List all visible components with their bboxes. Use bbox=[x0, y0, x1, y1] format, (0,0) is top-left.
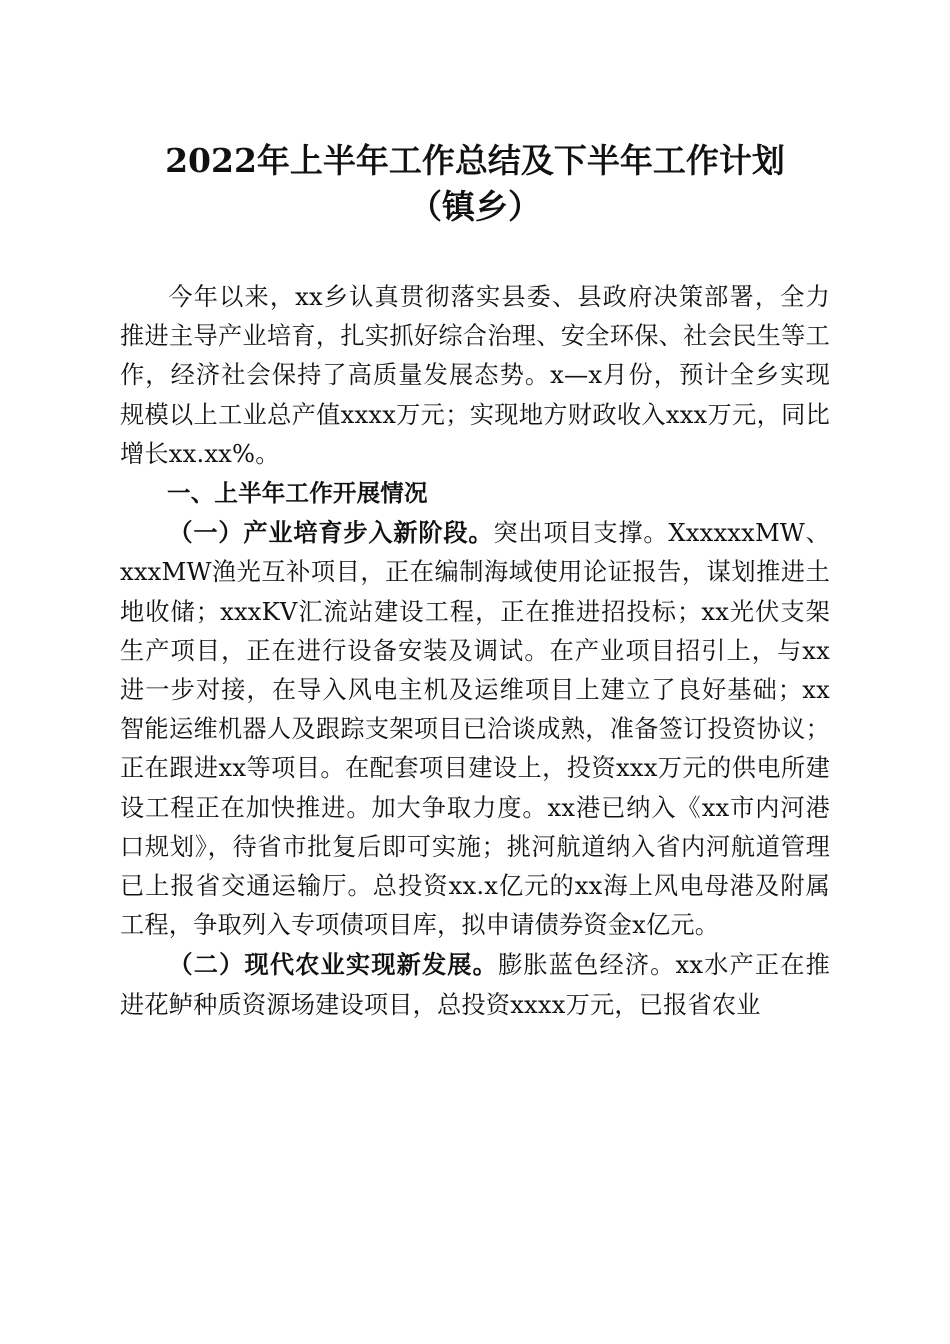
subsection-lead-2: （二）现代农业实现新发展。 bbox=[168, 950, 499, 980]
subsection-lead-1: （一）产业培育步入新阶段。 bbox=[168, 518, 494, 548]
subsection-text-1: 突出项目支撑。XxxxxxMW、xxxMW渔光互补项目，正在编制海域使用论证报告，谋划推进土地收储；xxxKV汇流站建设工程，正在推进招投标；xx光伏支架生产项目，正在进行设备安装及调试。在产业项目招引上，与xx进一步对接，在导入风电主机及运维项目上建立了良好基础；xx智能运维机器人及跟踪支架项目已洽谈成熟，准备签订投资协议；正在跟进xx等项目。在配套项目建设上，投资xxx万元的供电所建设工程正在加快推进。加大争取力度。xx港已纳入《xx市内河港口规划》，待省市批复后即可实施；挑河航道纳入省内河航道管理已上报省交通运输厅。总投资xx.x亿元的xx海上风电母港及附属工程，争取列入专项债项目库，拟申请债券资金x亿元。 bbox=[120, 519, 830, 940]
intro-paragraph: 今年以来，xx乡认真贯彻落实县委、县政府决策部署，全力推进主导产业培育，扎实抓好综合治理、安全环保、社会民生等工作，经济社会保持了高质量发展态势。x—x月份，预计全乡实现规模以上工业总产值xxxx万元；实现地方财政收入xxx万元，同比增长xx.xx%。 bbox=[120, 283, 830, 468]
subsection-paragraph-2 bbox=[120, 945, 830, 1024]
subsection-paragraph-1 bbox=[120, 513, 830, 945]
document-title: 2022年上半年工作总结及下半年工作计划 bbox=[165, 141, 785, 180]
document-body bbox=[120, 278, 830, 1025]
document-subtitle: （镇乡） bbox=[409, 187, 541, 226]
section-heading: 一、上半年工作开展情况 bbox=[167, 479, 428, 508]
subsection-text-2: 膨胀蓝色经济。xx水产正在推进花鲈种质资源场建设项目，总投资xxxx万元，已报省农业 bbox=[120, 951, 830, 1019]
